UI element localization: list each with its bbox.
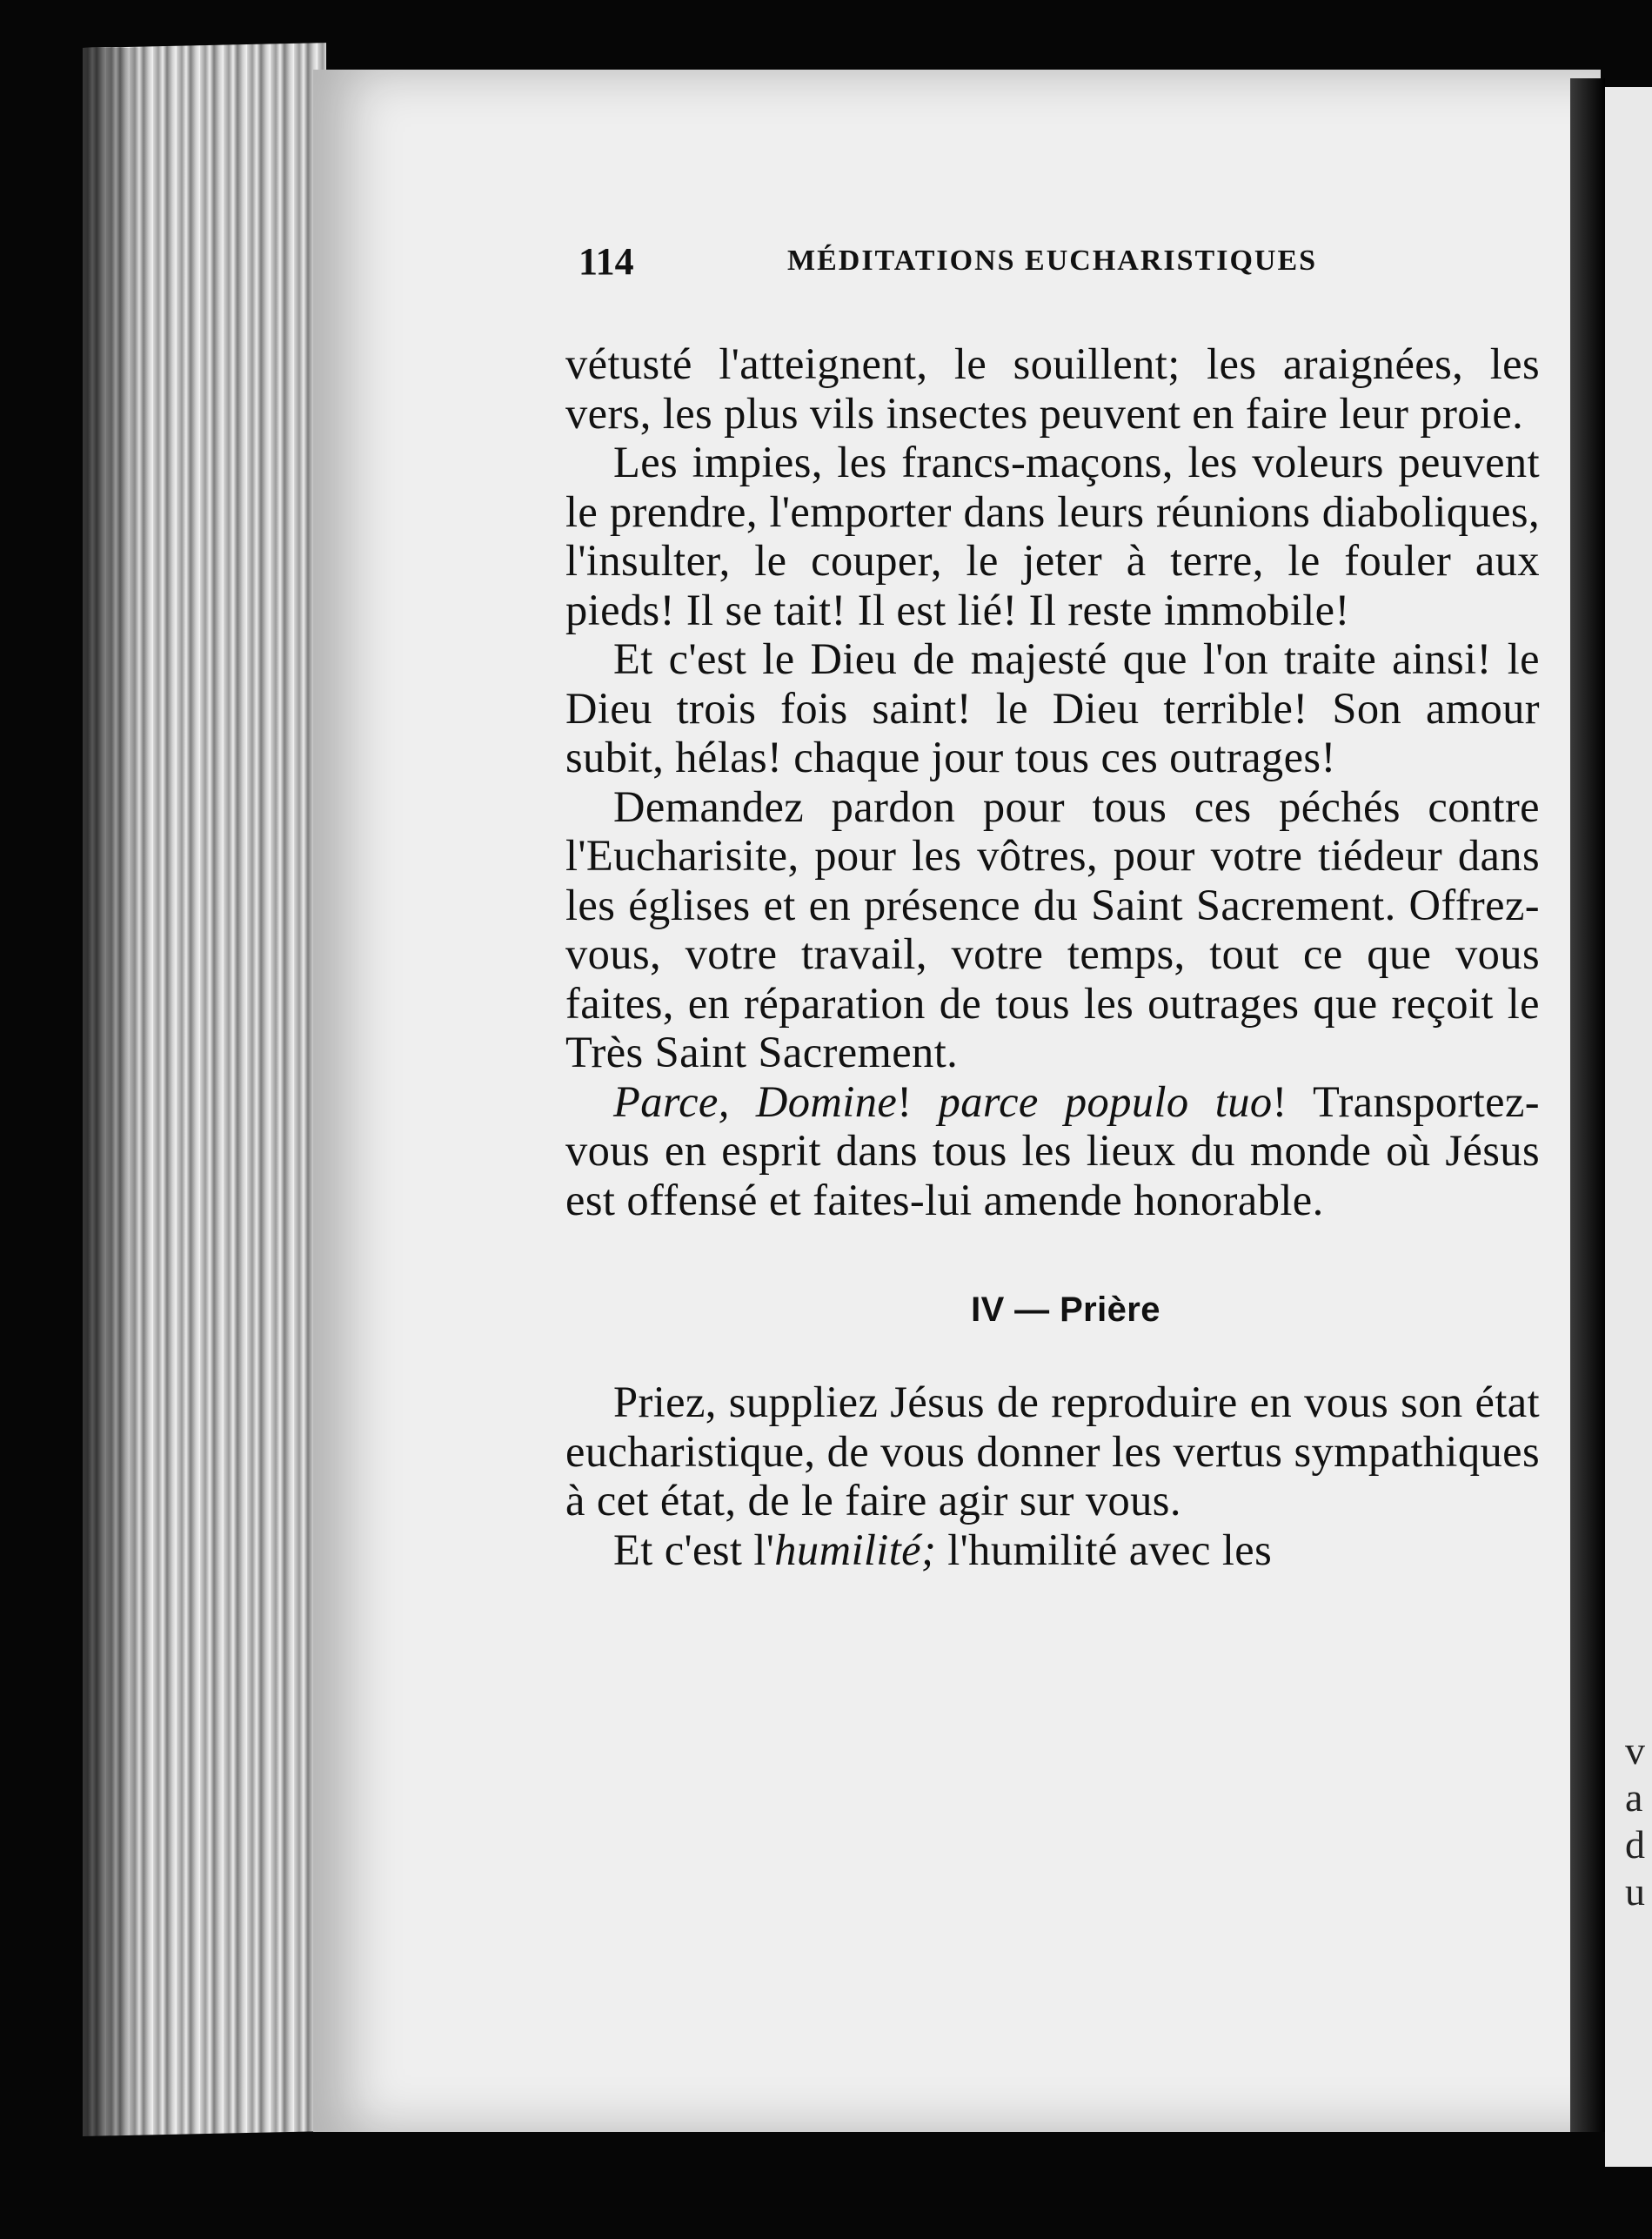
paragraph-impies: Les impies, les francs-maçons, les voleurs peuvent le prendre, l'emporter dans leurs réunions diaboliques, l'insulter, le couper, le jeter à terre, le fouler aux pieds! Il se tait! Il est lié! Il reste immobile! (565, 438, 1540, 634)
next-page-fragment: a (1625, 1775, 1643, 1820)
section-heading: IV — Prière (971, 1290, 1160, 1329)
humilite-rest: l'humilité avec les (936, 1525, 1273, 1574)
paragraph-continuation: vétusté l'atteignent, le souillent; les araignées, les vers, les plus vils insectes peuvent en faire leur proie. (565, 339, 1540, 438)
next-page-text-fragments (1625, 1727, 1645, 1915)
paragraph-parce-rest: ! Transportez-vous en esprit dans tous les lieux du monde où Jésus est offensé et faites-lui amende honorable. (565, 1076, 1540, 1224)
paragraph-demandez-pardon: Demandez pardon pour tous ces péchés contre l'Eucharisite, pour les vôtres, pour votre tiédeur dans les églises et en présence du Saint Sacrement. Offrez-vous, votre travail, votre temps, tout ce que vous faites, en réparation de tous les outrages que reçoit le Très Saint Sacrement. (565, 781, 1540, 1076)
paragraph-parce-domine (565, 1077, 1540, 1225)
latin-phrase-2: parce populo tuo (938, 1076, 1273, 1126)
next-page-fragment: u (1625, 1869, 1645, 1914)
humilite-italic: humilité; (774, 1525, 937, 1574)
next-page-fragment: d (1625, 1822, 1645, 1867)
page-header (579, 239, 1361, 292)
paragraph-humilite (565, 1525, 1540, 1575)
humilite-start: Et c'est l' (613, 1525, 775, 1574)
next-page-fragment: v (1625, 1728, 1645, 1773)
latin-separator: ! (897, 1076, 939, 1126)
page-body (565, 339, 1540, 1574)
page-number: 114 (579, 240, 634, 283)
page-edge-shadow (83, 48, 144, 2136)
latin-phrase-1: Parce, Domine (613, 1076, 898, 1126)
running-title: MÉDITATIONS EUCHARISTIQUES (787, 245, 1318, 277)
paragraph-priez: Priez, suppliez Jésus de reproduire en vous son état eucharistique, de vous donner les vertus sympathiques à cet état, de le faire agir sur vous. (565, 1378, 1540, 1525)
paragraph-dieu-majeste: Et c'est le Dieu de majesté que l'on traite ainsi! le Dieu trois fois saint! le Dieu terrible! Son amour subit, hélas! chaque jour tous ces outrages! (565, 634, 1540, 781)
book-gutter (1570, 78, 1605, 2132)
